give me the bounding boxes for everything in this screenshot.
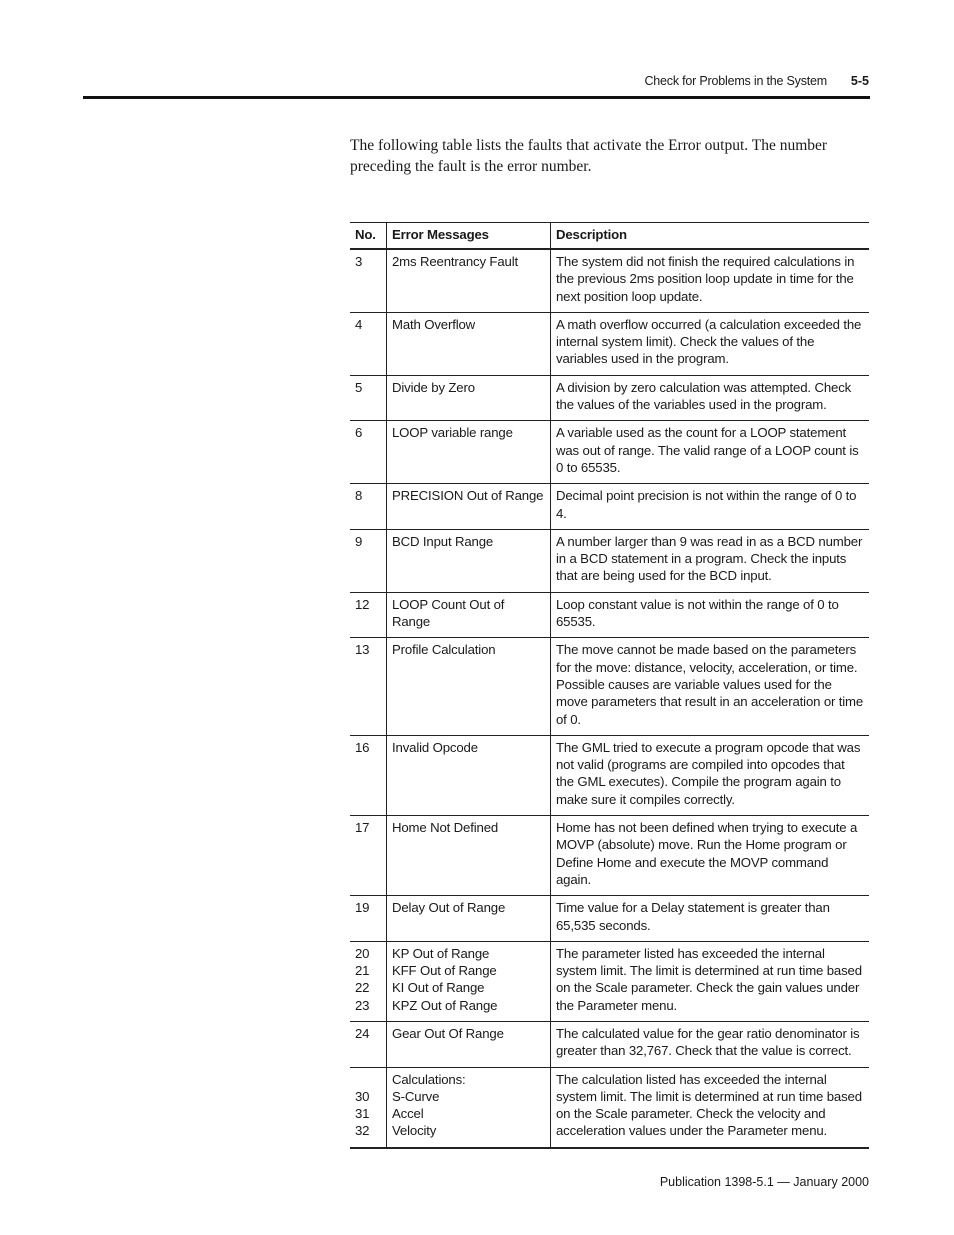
error-number: 22 xyxy=(355,980,370,996)
table-row xyxy=(350,484,869,530)
page-number: 5-5 xyxy=(850,74,869,88)
cell-description: The parameter listed has exceeded the internal system limit. The limit is determined at run time based on the Scale parameter. Check the gain values under the Parameter menu. xyxy=(551,941,870,1021)
table-row xyxy=(350,421,869,484)
error-message: KI Out of Range xyxy=(392,980,485,996)
table-body xyxy=(350,249,869,1148)
error-number: 6 xyxy=(355,425,363,441)
error-number: 3 xyxy=(355,254,363,269)
cell-error-message xyxy=(387,638,551,735)
error-number: 12 xyxy=(355,596,370,612)
cell-error-message xyxy=(387,941,551,1021)
error-message: Profile Calculation xyxy=(392,642,496,658)
error-number: 23 xyxy=(355,997,370,1013)
error-message: 2ms Reentrancy Fault xyxy=(392,254,518,269)
error-number: 32 xyxy=(355,1123,370,1139)
cell-error-message xyxy=(387,1067,551,1148)
cell-error-number xyxy=(350,638,387,735)
cell-error-message xyxy=(387,249,551,312)
error-message: PRECISION Out of Range xyxy=(392,488,544,504)
table-row xyxy=(350,735,869,815)
cell-error-message xyxy=(387,896,551,942)
error-number: 31 xyxy=(355,1106,370,1122)
cell-error-message xyxy=(387,484,551,530)
error-number: 30 xyxy=(355,1088,370,1104)
cell-error-number xyxy=(350,816,387,896)
cell-error-message xyxy=(387,592,551,638)
cell-error-message xyxy=(387,312,551,375)
table-row xyxy=(350,638,869,735)
cell-description: A number larger than 9 was read in as a BCD number in a BCD statement in a program. Check the inputs that are being used for the BCD input. xyxy=(551,529,870,592)
cell-error-message xyxy=(387,1021,551,1067)
table-row xyxy=(350,249,869,312)
error-message: Gear Out Of Range xyxy=(392,1025,504,1041)
error-number: 5 xyxy=(355,379,363,395)
error-message: LOOP variable range xyxy=(392,425,513,441)
error-message: BCD Input Range xyxy=(392,533,494,549)
cell-description: Time value for a Delay statement is greater than 65,535 seconds. xyxy=(551,896,870,942)
cell-description: Decimal point precision is not within the range of 0 to 4. xyxy=(551,484,870,530)
table-row xyxy=(350,1067,869,1148)
error-message: Accel xyxy=(392,1106,424,1122)
error-message: Invalid Opcode xyxy=(392,739,478,755)
cell-error-number xyxy=(350,735,387,815)
publication-footer: Publication 1398-5.1 — January 2000 xyxy=(659,1175,869,1189)
error-table xyxy=(350,222,869,1149)
table-header-row xyxy=(350,223,869,250)
error-number: 19 xyxy=(355,900,370,916)
cell-error-number xyxy=(350,312,387,375)
error-message: Divide by Zero xyxy=(392,379,475,395)
cell-description: The GML tried to execute a program opcode that was not valid (programs are compiled into opcodes that the GML executes). Compile the program again to make sure it compiles correctly. xyxy=(551,735,870,815)
cell-error-message xyxy=(387,529,551,592)
header-no: No. xyxy=(350,223,387,250)
cell-error-number xyxy=(350,896,387,942)
cell-description: The system did not finish the required calculations in the previous 2ms position loop update in time for the next position loop update. xyxy=(551,249,870,312)
table-row xyxy=(350,1021,869,1067)
cell-error-number xyxy=(350,375,387,421)
cell-error-message xyxy=(387,735,551,815)
error-number: 24 xyxy=(355,1025,370,1041)
error-message: KPZ Out of Range xyxy=(392,997,498,1013)
cell-error-message xyxy=(387,375,551,421)
table-row xyxy=(350,816,869,896)
cell-description: A division by zero calculation was attempted. Check the values of the variables used in the program. xyxy=(551,375,870,421)
cell-error-number xyxy=(350,484,387,530)
cell-error-number xyxy=(350,249,387,312)
cell-error-message xyxy=(387,421,551,484)
table-row xyxy=(350,529,869,592)
table-row xyxy=(350,896,869,942)
error-number: 4 xyxy=(355,316,363,332)
cell-error-number xyxy=(350,1067,387,1148)
error-message: S-Curve xyxy=(392,1088,440,1104)
cell-description: Home has not been defined when trying to execute a MOVP (absolute) move. Run the Home program or Define Home and execute the MOVP command again. xyxy=(551,816,870,896)
cell-error-number xyxy=(350,592,387,638)
error-number: 16 xyxy=(355,739,370,755)
error-number: 17 xyxy=(355,820,370,836)
cell-description: A math overflow occurred (a calculation exceeded the internal system limit). Check the values of the variables used in the program. xyxy=(551,312,870,375)
intro-paragraph: The following table lists the faults that activate the Error output. The number preceding the fault is the error number. xyxy=(350,137,828,175)
table-row xyxy=(350,375,869,421)
cell-error-number xyxy=(350,1021,387,1067)
error-message: LOOP Count Out of Range xyxy=(392,596,505,630)
header-rule xyxy=(83,96,870,99)
error-number xyxy=(355,1071,381,1088)
error-message: Math Overflow xyxy=(392,316,476,332)
error-message: Calculations: xyxy=(392,1071,466,1087)
cell-description: The move cannot be made based on the parameters for the move: distance, velocity, acceleration, or time. Possible causes are variable values used for the move parameters that result in an acceleration or time of 0. xyxy=(551,638,870,735)
header-description: Description xyxy=(551,223,870,250)
error-number: 9 xyxy=(355,533,363,549)
error-message: Delay Out of Range xyxy=(392,900,506,916)
cell-description: A variable used as the count for a LOOP statement was out of range. The valid range of a LOOP count is 0 to 65535. xyxy=(551,421,870,484)
table-row xyxy=(350,592,869,638)
error-message: KP Out of Range xyxy=(392,945,490,961)
cell-error-number xyxy=(350,421,387,484)
table-row xyxy=(350,941,869,1021)
error-message: Home Not Defined xyxy=(392,820,499,836)
error-number: 21 xyxy=(355,963,370,979)
cell-description: The calculated value for the gear ratio denominator is greater than 32,767. Check that the value is correct. xyxy=(551,1021,870,1067)
table-row xyxy=(350,312,869,375)
cell-error-number xyxy=(350,529,387,592)
error-number: 13 xyxy=(355,642,370,658)
cell-error-number xyxy=(350,941,387,1021)
error-message: Velocity xyxy=(392,1123,437,1139)
error-number: 8 xyxy=(355,488,363,504)
cell-description: The calculation listed has exceeded the internal system limit. The limit is determined at run time based on the Scale parameter. Check the velocity and acceleration values under the Parameter menu. xyxy=(551,1067,870,1148)
running-header-title: Check for Problems in the System xyxy=(644,74,827,88)
header-error-messages: Error Messages xyxy=(387,223,551,250)
error-number: 20 xyxy=(355,945,370,961)
cell-description: Loop constant value is not within the range of 0 to 65535. xyxy=(551,592,870,638)
cell-error-message xyxy=(387,816,551,896)
error-message: KFF Out of Range xyxy=(392,963,497,979)
